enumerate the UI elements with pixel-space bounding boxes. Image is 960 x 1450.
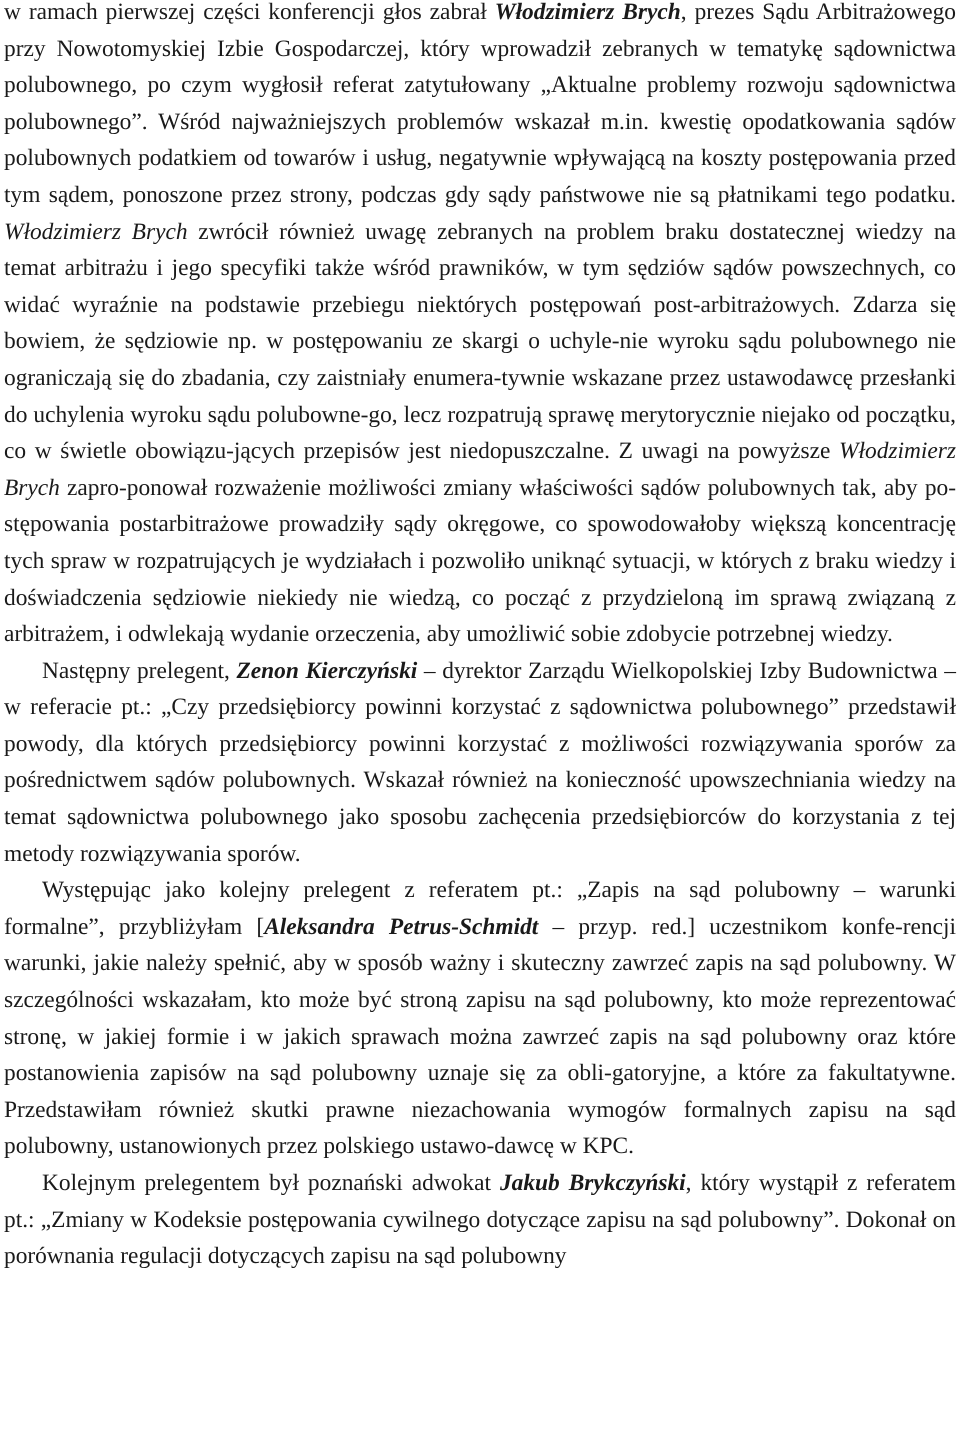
text-segment: – dyrektor Zarządu Wielkopolskiej Izby Budownictwa – w referacie pt.: „Czy przedsiębiorcy powinni korzystać z sądownictwa polubownego” przedstawił powody, dla których przedsiębiorcy powinni korzystać z możliwości rozwiązywania sporów za pośrednictwem sądów polubownych. Wskazał również na konieczność upowszechniania wiedzy na temat sądownictwa polubownego jako sposobu zachęcenia przedsiębiorców do korzystania z tej metody rozwiązywania sporów. — [4, 657, 956, 867]
text-segment: , prezes Sądu Arbitrażowego przy Nowotomyskiej Izbie Gospodarczej, który wprowadził zebranych w tematykę sądownictwa polubownego, po czym wygłosił referat zatytułowany „Aktualne problemy rozwoju sądownictwa polubownego”. Wśród najważniejszych problemów wskazał m.in. kwestię opodatkowania sądów polubownych podatkiem od towarów i usług, negatywnie wpływającą na koszty postępowania przed tym sądem, ponoszone przez strony, podczas gdy sądy państwowe nie są płatnikami tego podatku. — [4, 0, 956, 208]
paragraph-kierczynski — [4, 653, 956, 873]
speaker-name: Zenon Kierczyński — [236, 657, 418, 684]
text-segment: zwrócił również uwagę zebranych na problem braku dostatecznej wiedzy na temat arbitrażu i jego specyfiki także wśród prawników, w tym sędziów sądów powszechnych, co widać wyraźnie na podstawie przebiegu niektórych postępowań post-arbitrażowych. Zdarza się bowiem, że sędziowie np. w postępowaniu ze skargi o uchyle-nie wyroku sądu polubownego nie ograniczają się do zbadania, czy zaistniały enumera-tywnie wskazane przez ustawodawcę przesłanki do uchylenia wyroku sądu polubowne-go, lecz rozpatrują sprawę merytorycznie niejako od początku, co w świetle obowiązu-jących przepisów jest niedopuszczalne. Z uwagi na powyższe — [4, 218, 957, 465]
speaker-name: Włodzimierz Brych — [494, 0, 681, 25]
paragraph-petrus-schmidt — [4, 872, 956, 1165]
speaker-name-reference: Włodzimierz Brych — [4, 218, 188, 245]
text-segment: Kolejnym prelegentem był poznański adwokat — [42, 1170, 500, 1196]
text-segment: Występując jako kolejny prelegent z referatem pt.: „Zapis na sąd polubowny – warunki formalne”, przybliżyłam [ — [4, 877, 956, 940]
speaker-name: Jakub Brykczyński — [499, 1170, 686, 1196]
speaker-name-reference: Włodzimierz Brych — [4, 438, 956, 501]
text-segment: Następny prelegent, — [42, 657, 237, 684]
text-segment: w ramach pierwszej części konferencji głos zabrał — [4, 0, 495, 25]
speaker-name: Aleksandra Petrus-Schmidt — [264, 913, 539, 940]
text-segment: zapro-ponował rozważenie możliwości zmiany właściwości sądów polubownych tak, aby po-stępowania postarbitrażowe prowadziły sądy okręgowe, co spowodowałoby większą koncentrację tych spraw w rozpatrujących je wydziałach i pozwoliło uniknąć sytuacji, w których z braku wiedzy i doświadczenia sędziowie niekiedy nie wiedzą, co począć z przydzieloną im sprawą związaną z arbitrażem, i odwlekają wydanie orzeczenia, aby umożliwić sobie zdobycie potrzebnej wiedzy. — [4, 474, 956, 648]
paragraph-brych — [4, 0, 956, 653]
paragraph-brykczynski — [4, 1165, 956, 1275]
text-segment: , który wystąpił z referatem pt.: „Zmiany w Kodeksie postępowania cywilnego dotyczące zapisu na sąd polubowny”. Dokonał on porównania regulacji dotyczących zapisu na sąd polubowny — [4, 1170, 956, 1270]
text-segment: – przyp. red.] uczestnikom konfe-rencji warunki, jakie należy spełnić, aby w sposób ważny i skuteczny zawrzeć zapis na sąd polubowny. W szczególności wskazałam, kto może być stroną zapisu na sąd polubowny, kto może reprezentować stronę, w jakiej formie i w jakich sprawach można zawrzeć zapis na sąd polubowny oraz które postanowienia zapisów na sąd polubowny uznaje się za obli-gatoryjne, a które za fakultatywne. Przedstawiłam również skutki prawne niezachowania wymogów formalnych zapisu na sąd polubowny, ustanowionych przez polskiego ustawo-dawcę w KPC. — [4, 913, 956, 1160]
